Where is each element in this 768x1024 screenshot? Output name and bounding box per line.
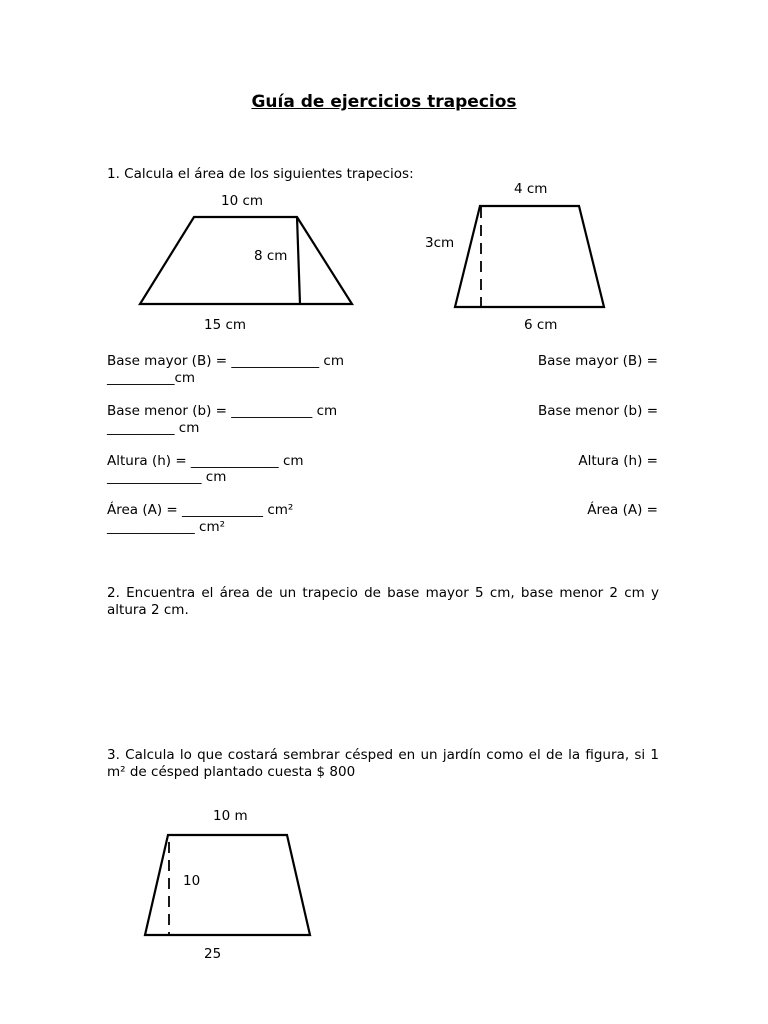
trapezoid-left-shape (140, 217, 352, 304)
field-base-menor-right: Base menor (b) = (538, 403, 658, 419)
trapezoid-right-bottom-label: 6 cm (524, 317, 558, 333)
trapezoid-garden-bottom-label: 25 (204, 946, 222, 962)
trapezoid-garden-height-label: 10 (183, 873, 201, 889)
field-area-right: Área (A) = (587, 502, 658, 518)
trapezoid-right-top-label: 4 cm (514, 181, 548, 197)
trapezoid-left (140, 193, 352, 333)
field-base-menor-right-cont: __________ cm (107, 420, 200, 436)
field-base-mayor-left: Base mayor (B) = _____________ cm (107, 353, 344, 369)
field-base-mayor-right: Base mayor (B) = (537, 353, 658, 369)
trapezoid-right-height-label: 3cm (425, 235, 455, 251)
field-base-mayor-right-cont: __________cm (107, 370, 196, 386)
field-altura-right-cont: ______________ cm (107, 469, 227, 485)
field-altura-right: Altura (h) = (578, 453, 658, 469)
trapezoid-garden-top-label: 10 m (213, 808, 248, 824)
trapezoid-right-shape (455, 206, 604, 307)
field-area-right-cont: _____________ cm² (107, 519, 226, 535)
exercise-2-statement: 2. Encuentra el área de un trapecio de base mayor 5 cm, base menor 2 cm y altura 2 cm. (107, 585, 659, 618)
page-title: Guía de ejercicios trapecios (251, 92, 517, 112)
trapezoid-left-top-label: 10 cm (221, 193, 264, 209)
field-altura-left: Altura (h) = _____________ cm (107, 453, 304, 469)
trapezoid-left-height-label: 8 cm (254, 248, 288, 264)
exercise-1-statement: 1. Calcula el área de los siguientes trapecios: (107, 166, 414, 182)
trapezoid-left-height-line (297, 217, 300, 304)
trapezoid-garden (145, 808, 310, 962)
trapezoid-right (425, 181, 604, 333)
field-base-menor-left: Base menor (b) = ____________ cm (107, 403, 338, 419)
exercise-3-statement: 3. Calcula lo que costará sembrar césped en un jardín como el de la figura, si 1 m² de césped plantado cuesta $ 800 (107, 747, 659, 780)
trapezoid-left-bottom-label: 15 cm (204, 317, 247, 333)
field-area-left: Área (A) = ____________ cm² (107, 502, 294, 518)
